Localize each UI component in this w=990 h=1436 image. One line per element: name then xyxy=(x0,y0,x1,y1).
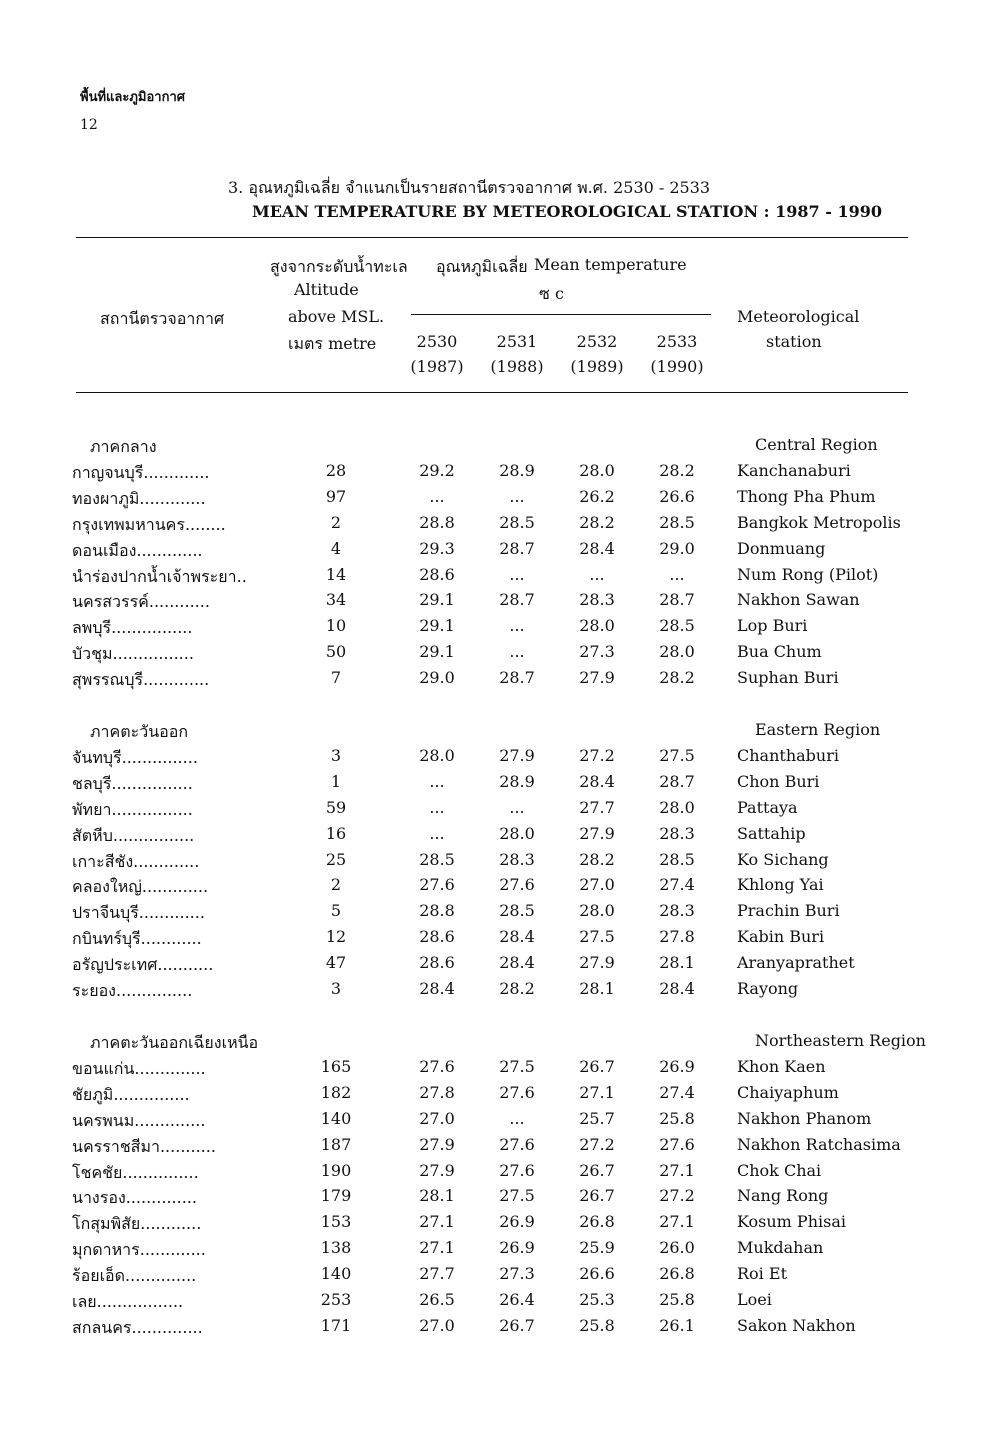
altitude-cell: 179 xyxy=(320,1186,352,1206)
region-name-english: Central Region xyxy=(755,435,878,454)
temperature-unit-header: ซ c xyxy=(539,284,564,303)
station-name-thai: ขอนแก่น.............. xyxy=(72,1058,206,1078)
altitude-cell: 165 xyxy=(320,1056,352,1076)
temperature-cell: 28.3 xyxy=(499,849,535,869)
temperature-cell: 28.7 xyxy=(659,771,695,791)
table-title-thai: 3. อุณหภูมิเฉลี่ย จำแนกเป็นรายสถานีตรวจอากาศ พ.ศ. 2530 - 2533 xyxy=(228,178,711,197)
station-name-english: Thong Pha Phum xyxy=(737,486,876,506)
temperature-cell: 27.9 xyxy=(499,745,535,765)
temperature-cell: 26.1 xyxy=(659,1315,695,1335)
temperature-cell: 27.0 xyxy=(579,875,615,895)
temperature-cell: 28.1 xyxy=(579,979,615,998)
year-header-be: 2532 xyxy=(576,332,618,351)
station-name-thai: สัตหีบ................ xyxy=(72,825,195,845)
table-row xyxy=(0,513,990,539)
station-name-english: Chanthaburi xyxy=(737,745,839,765)
table-row xyxy=(0,1212,990,1238)
temperature-cell: 28.9 xyxy=(499,460,535,480)
temperature-cell: 28.8 xyxy=(419,512,455,532)
station-name-thai: ชัยภูมิ............... xyxy=(72,1084,190,1104)
table-row xyxy=(0,668,990,694)
altitude-cell: 253 xyxy=(320,1290,352,1309)
table-row xyxy=(0,1161,990,1187)
station-name-english: Num Rong (Pilot) xyxy=(737,564,879,584)
station-name-english: Roi Et xyxy=(737,1264,787,1284)
altitude-cell: 14 xyxy=(325,564,347,584)
page-number: 12 xyxy=(80,117,98,133)
temperature-cell: 27.8 xyxy=(419,1082,455,1102)
table-row xyxy=(0,1135,990,1161)
station-name-thai: ลพบุรี................ xyxy=(72,618,193,638)
temperature-cell: 28.3 xyxy=(659,823,695,843)
temperature-cell: 27.4 xyxy=(659,1082,695,1102)
temperature-cell: 28.2 xyxy=(659,668,695,688)
region-name-thai: ภาคตะวันออกเฉียงเหนือ xyxy=(90,1033,259,1052)
station-name-english: Aranyaprathet xyxy=(737,953,855,973)
station-name-thai: นครสวรรค์............ xyxy=(72,592,210,612)
table-row xyxy=(0,1186,990,1212)
station-name-thai: มุกดาหาร............. xyxy=(72,1240,206,1260)
station-name-english: Nang Rong xyxy=(737,1186,829,1206)
station-name-english: Nakhon Sawan xyxy=(737,590,860,610)
temperature-cell: 28.4 xyxy=(419,979,455,998)
year-header-ce: (1988) xyxy=(490,357,544,376)
altitude-thai-header: สูงจากระดับน้ำทะเล xyxy=(270,257,408,276)
station-name-english: Khlong Yai xyxy=(737,875,824,895)
temperature-cell: 27.9 xyxy=(419,1160,455,1180)
region-heading xyxy=(0,1031,990,1057)
altitude-cell: 3 xyxy=(330,745,342,765)
temperature-cell: 28.0 xyxy=(579,901,615,921)
temperature-cell: 26.9 xyxy=(499,1212,535,1232)
temperature-cell: 29.0 xyxy=(419,668,455,688)
station-name-thai: นำร่องปากน้ำเจ้าพระยา.. xyxy=(72,566,247,586)
station-name-english: Bangkok Metropolis xyxy=(737,512,901,532)
altitude-cell: 28 xyxy=(325,460,347,480)
station-name-english: Khon Kaen xyxy=(737,1056,826,1076)
station-name-english: Sattahip xyxy=(737,823,806,843)
year-header-be: 2531 xyxy=(496,332,538,351)
station-name-thai: สุพรรณบุรี............. xyxy=(72,670,210,690)
altitude-cell: 153 xyxy=(320,1212,352,1232)
altitude-cell: 16 xyxy=(325,823,347,843)
altitude-cell: 12 xyxy=(325,927,347,947)
temperature-cell: 28.7 xyxy=(499,668,535,688)
temperature-cell: 27.6 xyxy=(499,875,535,895)
temperature-cell: 27.9 xyxy=(579,953,615,973)
altitude-cell: 97 xyxy=(325,486,347,506)
table-row xyxy=(0,1083,990,1109)
temperature-cell: 28.5 xyxy=(659,849,695,869)
temperature-cell: 26.4 xyxy=(499,1290,535,1309)
year-header-ce: (1989) xyxy=(570,357,624,376)
station-name-english: Prachin Buri xyxy=(737,901,840,921)
temperature-cell: 27.1 xyxy=(659,1160,695,1180)
altitude-cell: 190 xyxy=(320,1160,352,1180)
table-title-english: MEAN TEMPERATURE BY METEOROLOGICAL STATION : 1987 - 1990 xyxy=(252,202,882,221)
temperature-cell: ... xyxy=(509,616,525,636)
station-name-thai: กรุงเทพมหานคร........ xyxy=(72,514,226,534)
altitude-cell: 1 xyxy=(330,771,342,791)
temperature-cell: 28.5 xyxy=(659,512,695,532)
station-name-thai: อรัญประเทศ........... xyxy=(72,955,214,975)
altitude-cell: 34 xyxy=(325,590,347,610)
temperature-cell: ... xyxy=(589,564,605,584)
station-name-english: Kabin Buri xyxy=(737,927,825,947)
station-name-thai: คลองใหญ่............. xyxy=(72,877,209,897)
region-heading xyxy=(0,435,990,461)
table-row xyxy=(0,746,990,772)
temperature-cell: ... xyxy=(429,797,445,817)
station-english-header-2: station xyxy=(766,332,822,351)
table-row xyxy=(0,901,990,927)
station-name-english: Loei xyxy=(737,1290,772,1309)
temperature-cell: 26.6 xyxy=(579,1264,615,1284)
temperature-cell: 27.1 xyxy=(419,1212,455,1232)
table-row xyxy=(0,539,990,565)
temperature-cell: 25.9 xyxy=(579,1238,615,1258)
temperature-cell: 28.9 xyxy=(499,771,535,791)
region-heading xyxy=(0,720,990,746)
table-row xyxy=(0,798,990,824)
table-row xyxy=(0,487,990,513)
station-name-thai: ดอนเมือง............. xyxy=(72,540,203,560)
temperature-cell: 26.5 xyxy=(419,1290,455,1309)
station-name-english: Sakon Nakhon xyxy=(737,1315,856,1335)
temperature-cell: 26.7 xyxy=(579,1056,615,1076)
temperature-cell: 28.3 xyxy=(579,590,615,610)
station-name-english: Chaiyaphum xyxy=(737,1082,839,1102)
temperature-cell: 27.5 xyxy=(499,1056,535,1076)
temperature-cell: ... xyxy=(429,486,445,506)
temperature-cell: 28.2 xyxy=(499,979,535,998)
station-name-thai: กบินทร์บุรี............ xyxy=(72,929,202,949)
temperature-cell: ... xyxy=(669,564,685,584)
temperature-cell: ... xyxy=(509,797,525,817)
temperature-cell: 26.8 xyxy=(579,1212,615,1232)
temperature-cell: 28.0 xyxy=(659,642,695,662)
station-name-english: Ko Sichang xyxy=(737,849,829,869)
temperature-cell: 27.7 xyxy=(579,797,615,817)
temperature-cell: 26.7 xyxy=(499,1315,535,1335)
temperature-cell: 27.8 xyxy=(659,927,695,947)
station-name-english: Kosum Phisai xyxy=(737,1212,846,1232)
altitude-cell: 25 xyxy=(325,849,347,869)
temperature-cell: 27.0 xyxy=(419,1108,455,1128)
station-name-english: Nakhon Ratchasima xyxy=(737,1134,901,1154)
temperature-cell: 27.6 xyxy=(499,1082,535,1102)
running-header: พื้นที่และภูมิอากาศ xyxy=(80,90,186,105)
temperature-cell: 28.2 xyxy=(659,460,695,480)
temperature-cell: 26.8 xyxy=(659,1264,695,1284)
temperature-cell: 26.9 xyxy=(499,1238,535,1258)
temperature-cell: 28.1 xyxy=(659,953,695,973)
altitude-cell: 10 xyxy=(325,616,347,636)
temperature-cell: 28.4 xyxy=(579,771,615,791)
station-name-english: Mukdahan xyxy=(737,1238,824,1258)
station-thai-header: สถานีตรวจอากาศ xyxy=(100,309,225,328)
temperature-cell: 28.6 xyxy=(419,564,455,584)
altitude-cell: 47 xyxy=(325,953,347,973)
station-name-english: Pattaya xyxy=(737,797,798,817)
temperature-cell: 28.8 xyxy=(419,901,455,921)
temperature-cell: 26.2 xyxy=(579,486,615,506)
station-name-thai: บัวชุม................ xyxy=(72,644,194,664)
temperature-cell: ... xyxy=(509,564,525,584)
table-row xyxy=(0,1109,990,1135)
table-row xyxy=(0,1316,990,1342)
temperature-thai-header: อุณหภูมิเฉลี่ย xyxy=(436,257,528,276)
temperature-cell: 28.0 xyxy=(499,823,535,843)
table-row xyxy=(0,953,990,979)
table-row xyxy=(0,565,990,591)
temperature-cell: 27.4 xyxy=(659,875,695,895)
temperature-cell: 27.9 xyxy=(579,668,615,688)
temperature-cell: 29.1 xyxy=(419,590,455,610)
temperature-cell: 28.2 xyxy=(579,512,615,532)
region-name-thai: ภาคตะวันออก xyxy=(90,722,189,741)
temperature-cell: 28.5 xyxy=(659,616,695,636)
altitude-cell: 2 xyxy=(330,875,342,895)
temperature-cell: 26.6 xyxy=(659,486,695,506)
table-row xyxy=(0,772,990,798)
station-name-thai: เลย................. xyxy=(72,1292,184,1311)
temperature-cell: 28.3 xyxy=(659,901,695,921)
temperature-cell: 28.4 xyxy=(579,538,615,558)
region-name-english: Eastern Region xyxy=(755,720,881,739)
temperature-cell: 28.2 xyxy=(579,849,615,869)
table-row xyxy=(0,927,990,953)
temperature-cell: ... xyxy=(509,486,525,506)
temperature-cell: 28.0 xyxy=(659,797,695,817)
station-name-thai: โกสุมพิสัย............ xyxy=(72,1214,202,1234)
station-name-english: Kanchanaburi xyxy=(737,460,851,480)
station-name-english: Bua Chum xyxy=(737,642,822,662)
header-bottom-rule xyxy=(76,392,908,393)
table-row xyxy=(0,461,990,487)
temperature-cell: 27.5 xyxy=(499,1186,535,1206)
table-row xyxy=(0,590,990,616)
temperature-cell: 25.8 xyxy=(579,1315,615,1335)
year-header-be: 2530 xyxy=(416,332,458,351)
temperature-cell: 28.4 xyxy=(499,953,535,973)
temperature-cell: 27.3 xyxy=(499,1264,535,1284)
temperature-cell: 29.3 xyxy=(419,538,455,558)
altitude-cell: 138 xyxy=(320,1238,352,1258)
altitude-unit-header: เมตร metre xyxy=(288,334,377,353)
temperature-cell: 26.7 xyxy=(579,1186,615,1206)
temperature-cell: 27.5 xyxy=(579,927,615,947)
temperature-cell: 29.1 xyxy=(419,616,455,636)
station-name-english: Chon Buri xyxy=(737,771,820,791)
header-top-rule xyxy=(76,237,908,238)
temperature-cell: 27.2 xyxy=(659,1186,695,1206)
temperature-cell: 26.9 xyxy=(659,1056,695,1076)
temperature-cell: ... xyxy=(429,823,445,843)
temperature-cell: 28.6 xyxy=(419,953,455,973)
station-name-thai: ปราจีนบุรี............. xyxy=(72,903,205,923)
station-name-english: Rayong xyxy=(737,979,799,998)
table-row xyxy=(0,1290,990,1316)
temperature-cell: 26.0 xyxy=(659,1238,695,1258)
temperature-cell: 28.0 xyxy=(419,745,455,765)
table-row xyxy=(0,1264,990,1290)
altitude-cell: 7 xyxy=(330,668,342,688)
temperature-cell: 27.6 xyxy=(499,1160,535,1180)
table-row xyxy=(0,1057,990,1083)
altitude-cell: 5 xyxy=(330,901,342,921)
temperature-cell: 25.3 xyxy=(579,1290,615,1309)
station-english-header: Meteorological xyxy=(737,307,860,326)
temperature-cell: 27.3 xyxy=(579,642,615,662)
temperature-cell: 25.8 xyxy=(659,1108,695,1128)
station-name-english: Chok Chai xyxy=(737,1160,822,1180)
temperature-cell: 28.5 xyxy=(499,512,535,532)
temperature-cell: 28.1 xyxy=(419,1186,455,1206)
temperature-cell: 29.2 xyxy=(419,460,455,480)
temperature-cell: 27.9 xyxy=(419,1134,455,1154)
station-name-thai: เกาะสีชัง............. xyxy=(72,851,200,871)
temperature-cell: 28.5 xyxy=(499,901,535,921)
temperature-cell: 28.7 xyxy=(499,590,535,610)
temperature-cell: ... xyxy=(429,771,445,791)
temperature-cell: 27.1 xyxy=(659,1212,695,1232)
altitude-english-header: Altitude xyxy=(294,280,359,299)
temperature-cell: 29.0 xyxy=(659,538,695,558)
temperature-cell: 28.0 xyxy=(579,460,615,480)
temperature-cell: ... xyxy=(509,642,525,662)
temperature-cell: 27.1 xyxy=(579,1082,615,1102)
table-row xyxy=(0,642,990,668)
temperature-cell: 28.4 xyxy=(659,979,695,998)
temperature-cell: 27.6 xyxy=(419,875,455,895)
temperature-cell: 27.1 xyxy=(419,1238,455,1258)
altitude-cell: 50 xyxy=(325,642,347,662)
station-name-thai: กาญจนบุรี............. xyxy=(72,462,210,482)
temperature-cell: 25.7 xyxy=(579,1108,615,1128)
table-row xyxy=(0,875,990,901)
temperature-cell: 27.9 xyxy=(579,823,615,843)
temperature-cell: 28.7 xyxy=(659,590,695,610)
station-name-thai: นครพนม.............. xyxy=(72,1110,206,1130)
table-row xyxy=(0,824,990,850)
table-row xyxy=(0,1238,990,1264)
table-row xyxy=(0,979,990,1005)
altitude-cell: 140 xyxy=(320,1108,352,1128)
temperature-cell: 26.7 xyxy=(579,1160,615,1180)
temperature-cell: ... xyxy=(509,1108,525,1128)
temperature-cell: 28.4 xyxy=(499,927,535,947)
temperature-cell: 27.6 xyxy=(419,1056,455,1076)
station-name-english: Suphan Buri xyxy=(737,668,839,688)
station-name-thai: พัทยา................ xyxy=(72,799,193,819)
altitude-cell: 2 xyxy=(330,512,342,532)
station-name-thai: ร้อยเอ็ด.............. xyxy=(72,1266,197,1286)
station-name-thai: สกลนคร.............. xyxy=(72,1317,203,1337)
temperature-cell: 28.0 xyxy=(579,616,615,636)
temperature-english-header: Mean temperature xyxy=(534,255,687,274)
station-name-english: Nakhon Phanom xyxy=(737,1108,872,1128)
altitude-cell: 140 xyxy=(320,1264,352,1284)
station-name-thai: ระยอง............... xyxy=(72,981,193,1000)
table-row xyxy=(0,616,990,642)
temperature-cell: 28.5 xyxy=(419,849,455,869)
region-name-thai: ภาคกลาง xyxy=(90,437,157,456)
temperature-cell: 27.2 xyxy=(579,745,615,765)
station-name-thai: จันทบุรี............... xyxy=(72,747,198,767)
altitude-msl-header: above MSL. xyxy=(288,307,385,326)
station-name-thai: นางรอง.............. xyxy=(72,1188,197,1208)
temperature-cell: 27.0 xyxy=(419,1315,455,1335)
year-header-ce: (1987) xyxy=(410,357,464,376)
region-name-english: Northeastern Region xyxy=(755,1031,926,1050)
year-header-be: 2533 xyxy=(656,332,698,351)
temperature-subheader-rule xyxy=(411,314,711,315)
temperature-cell: 27.6 xyxy=(499,1134,535,1154)
temperature-cell: 27.2 xyxy=(579,1134,615,1154)
temperature-cell: 29.1 xyxy=(419,642,455,662)
year-header-ce: (1990) xyxy=(650,357,704,376)
temperature-cell: 27.7 xyxy=(419,1264,455,1284)
temperature-cell: 25.8 xyxy=(659,1290,695,1309)
temperature-cell: 28.7 xyxy=(499,538,535,558)
station-name-thai: โชคชัย............... xyxy=(72,1162,199,1182)
station-name-thai: นครราชสีมา........... xyxy=(72,1136,216,1156)
altitude-cell: 59 xyxy=(325,797,347,817)
altitude-cell: 182 xyxy=(320,1082,352,1102)
altitude-cell: 3 xyxy=(330,979,342,998)
station-name-thai: ชลบุรี................ xyxy=(72,773,193,793)
table-row xyxy=(0,850,990,876)
station-name-thai: ทองผาภูมิ............. xyxy=(72,488,206,508)
altitude-cell: 4 xyxy=(330,538,342,558)
altitude-cell: 171 xyxy=(320,1315,352,1335)
temperature-cell: 27.5 xyxy=(659,745,695,765)
temperature-cell: 28.6 xyxy=(419,927,455,947)
station-name-english: Donmuang xyxy=(737,538,826,558)
altitude-cell: 187 xyxy=(320,1134,352,1154)
temperature-cell: 27.6 xyxy=(659,1134,695,1154)
station-name-english: Lop Buri xyxy=(737,616,808,636)
